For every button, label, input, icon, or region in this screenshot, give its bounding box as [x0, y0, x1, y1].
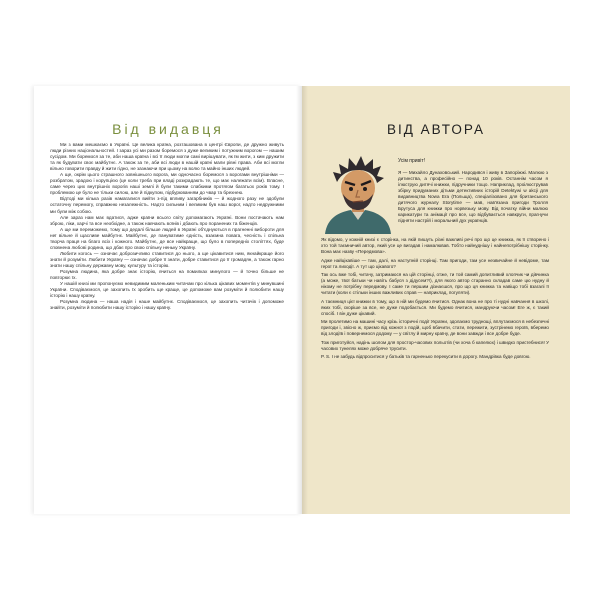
publisher-paragraph: Любити когось — означає доброзичливо ставитися до нього, а ще цікавитися ним, якнайкраще його знати й розуміти. Любити Україну — означає добре її знати, добре ставитися до її громадян, а також гарно знати нашу спільну державну мову, культуру та історію.	[50, 250, 284, 268]
author-text	[321, 237, 549, 363]
publisher-paragraph: Ми з вами мешкаємо в Україні. Це велика країна, розташована в центрі Європи, де дружно живуть люди різних національностей. І зараз усі ми разом боремося з дуже великим і потужним ворогом — нашим сусідом. Ми боремося за те, аби наша країна і всі її люди могли самі вирішувати, як їм жити, з ким дружити та як будувати своє майбутнє. А також за те, аби всі люди в нашій країні мали рівні права. Аби всі могли вільно говорити правду й жити гідно, не зазнаючи при цьому на волю та майно інших людей.	[50, 142, 284, 172]
portrait-eye-right	[363, 187, 367, 191]
publisher-paragraph: Розумна людина — наша надія і наше майбутнє. Сподіваємося, це захопить читачів і допоможе знайти, розуміти й полюбити нашу історію і нашу країну.	[50, 299, 284, 311]
author-paragraph: P. S. І не забудь відпроситися у батьків та гарненько перекусити в дорогу. Мандрівка буде довгою.	[321, 354, 531, 360]
author-paragraph: А таємниця цієї книжки в тому, що в ній ми будемо вчитися. Однак вона не про ті нудні навчання в школі, яких тобі, скоріше за все, не дуже подобається. Ми будемо вчитися, мандруючи часом! Еге ж, є такий спосіб. І він дуже цікавий.	[321, 298, 549, 316]
portrait-eye-left	[349, 187, 353, 191]
author-paragraph: Як відомо, у кожній книзі є сторінка, на якій пишуть різні важливі речі про що це книжка, як її створено і хто той таємничий автор, який усе це вигадав і намалював. Тобто найнуднішу і найнепотрібнішу сторінку. Вона має назву «Передмова».	[321, 237, 549, 255]
author-title: ВІД АВТОРА	[386, 122, 485, 137]
author-paragraph: Ми пролетимо на машині часу крізь історичні події України, здолаємо труднощі, вплутаємося в небезпечні пригоди і, звісно ж, приємо від кожної з подій, щоб вбачити, стати, пережити, зустрінемо героїв, вберемо від злодіїв і повернемося додому — у світлу й мирну країну, де вони завжди і все добре буде.	[321, 319, 549, 337]
publisher-paragraph: Відтоді ми кілька разів намагалися вийти з-під впливу загарбників — й жодного разу не здобули остаточну перемогу, справжню незалежність. Надто сильним і великим був наш ворог, надто недружними ми були між собою.	[50, 196, 284, 214]
author-paragraph: Адже найцікавіше — там, далі, на наступній сторінці. Там пригоди, там усе незвичайне й невідоме, там герої та лиходії. А тут що цікавого?	[321, 257, 549, 269]
publisher-paragraph: У нашій книзі ми пропонуємо невидимим маленьким читачам про кілька цікавих моментів у минувшині України. Сподіваємося, це захопить їх зробить ще краще, це допоможе вам розуміти й полюбити нашу історію і нашу країну.	[50, 281, 284, 299]
author-paragraph: Тож приготуйся, надінь шолом для простор-часових польотів (чи хоча б капелюх) і швидко пристебнися! У часових тунелях може добряче трусити.	[321, 339, 549, 351]
publisher-text	[50, 142, 284, 311]
publisher-title: Від видавця	[112, 121, 224, 137]
publisher-paragraph: Розумна людина, яка добре знає історію, вчиться на помилках минулого — й точно більше не повторює їх.	[50, 268, 284, 281]
author-intro	[398, 170, 548, 224]
author-page	[302, 86, 570, 514]
author-paragraph: Так ось вже тобі, читачу, затримаюся на цій сторінці, отже, ти той самий допитливий хлопчик чи дівчинка (а може, твої батьки чи навіть бабуся з дідусем?!), для якого автор старанно складав саме цю нудну й нікому не потрібну передмову. І саме ти першим дізнаєшся, про що ця книжка та навіщо тобі взагалі її читати (коли є стільки інших важливих справ — наприклад, погуляти).	[321, 272, 549, 296]
author-intro-paragraph: Я — Михайло Дунаховський. Народився і живу в Запоріжжі. Малюю з дитинства, а професійно — понад 10 років. Останнім часом я ілюструю дитячі книжки, підручники тощо. Наприклад, проілюстрував збірку придуманих дітьми детективних історій Detektywi w akcji для видавництва Nowa Era (Польща), спеціалізовано для британського дитячого журналу Storytime — мав, нав'язана пригоди Тролля Брутуса для книжки про норвезьку мову. Від початку війни малюю карикатури та анімації про все, що відбувається навкруги, прагнучи підняти настрій і моральний дух українців.	[398, 170, 548, 224]
author-portrait-illustration	[321, 152, 395, 234]
publisher-paragraph: Але зараз нам має вдатися, адже країни всього світу допомагають Україні. Вони постачають нам зброю, ліки, харчі та все необхідне, а також навчають воїнів і дбають про поранених та біженців.	[50, 214, 284, 226]
publisher-paragraph: А ще ми переможемо, тому що дедалі більше людей в Україні об'єднуються в прагненні вибороти для неї вільне й щасливе майбутнє. Майбутнє, де пануватиме єдність, взаємна повага, чесність і спільна творча праця на благо всіх і кожного. Майбутнє, де все найкраще, що було в попередніх століттях, буде сповнена любові родина, що дбає про свою спільну неньку Україну.	[50, 226, 284, 250]
publisher-paragraph: А ще, окрім цього страшного зовнішнього ворога, ми одночасно боремося з ворогами внутрішніми — розбратом, зрадою і корупцією (це коли треба при владі розкрадають те, що має належати всім). Власне, саме через цих внутрішніх ворогів наші землі й були такими слабкими протягом багатьох років тому. І проблемою це було не тільки силою, але й підкупом, підбурюванням до чвар та брехнею.	[50, 172, 284, 196]
author-greeting: Усім привіт!	[398, 158, 426, 164]
publisher-page	[34, 86, 302, 514]
book-gutter-shadow	[296, 86, 308, 514]
